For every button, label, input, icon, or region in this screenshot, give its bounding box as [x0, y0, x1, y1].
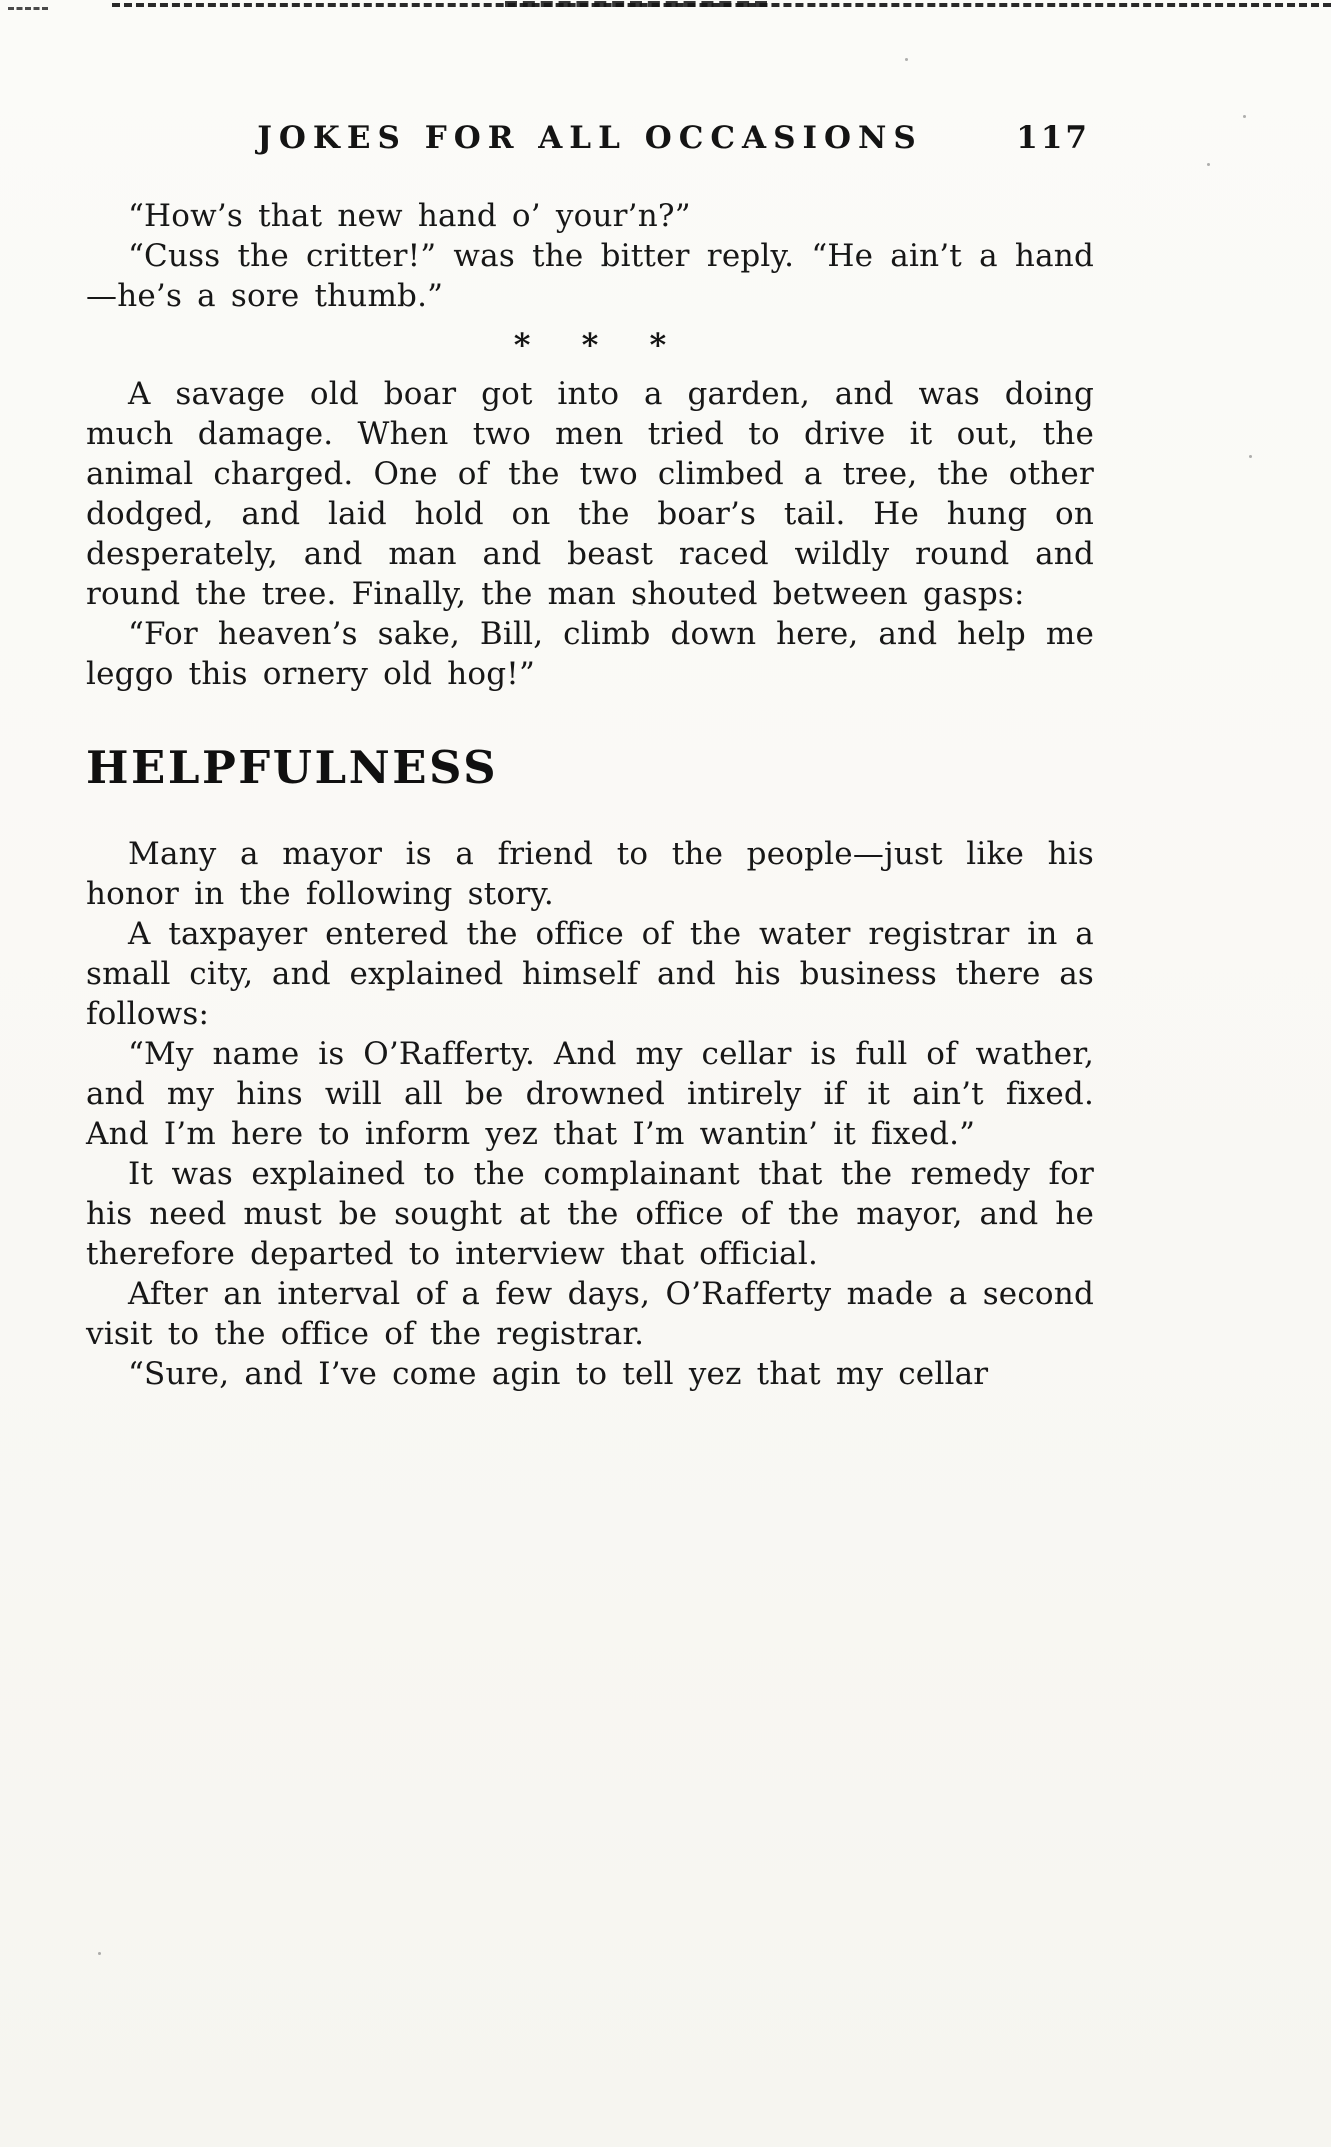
scan-speck [1243, 115, 1246, 118]
section-heading: HELPFULNESS [86, 741, 499, 794]
story-paragraph: A savage old boar got into a garden, and was doing much damage. When two men tried to drive it out, the animal charged. One of the two climbed a tree, the other dodged, and laid hold on the boar’s tail. He hung on desperately, and man and beast raced wildly round and round the tree. Finally, the man shouted between gasps: [86, 376, 1094, 612]
story-paragraph: A taxpayer entered the office of the water registrar in a small city, and explained himself and his business there as follows: [86, 916, 1094, 1032]
story-paragraph: Many a mayor is a friend to the people—just like his honor in the following story. [86, 836, 1094, 912]
scan-speck [905, 58, 908, 61]
page-top-dashed-edge-heavy [505, 1, 767, 7]
page-header [86, 118, 1094, 158]
dialogue-paragraph: “Cuss the critter!” was the bitter reply. “He ain’t a hand—he’s a sore thumb.” [86, 238, 1094, 314]
asterisk-separator: * * * [513, 326, 667, 364]
page-body [86, 196, 1094, 1394]
story-paragraph: It was explained to the complainant that the remedy for his need must be sought at the office of the mayor, and he therefore departed to interview that official. [86, 1156, 1094, 1272]
dialogue-paragraph: “Sure, and I’ve come agin to tell yez that my cellar [128, 1356, 989, 1392]
scan-speck [1249, 455, 1252, 458]
page-number: 117 [1016, 120, 1090, 156]
text-column [86, 118, 1094, 1394]
scan-speck [1207, 163, 1210, 166]
running-title: JOKES FOR ALL OCCASIONS [257, 120, 923, 156]
dialogue-paragraph: “For heaven’s sake, Bill, climb down here, and help me leggo this ornery old hog!” [86, 616, 1094, 692]
dialogue-paragraph: “How’s that new hand o’ your’n?” [128, 198, 691, 234]
page-top-dashed-edge-left [8, 7, 48, 10]
story-paragraph: After an interval of a few days, O’Rafferty made a second visit to the office of the registrar. [86, 1276, 1094, 1352]
dialogue-paragraph: “My name is O’Rafferty. And my cellar is full of wather, and my hins will all be drowned intirely if it ain’t fixed. And I’m here to inform yez that I’m wantin’ it fixed.” [86, 1036, 1094, 1152]
scan-speck [98, 1952, 101, 1955]
